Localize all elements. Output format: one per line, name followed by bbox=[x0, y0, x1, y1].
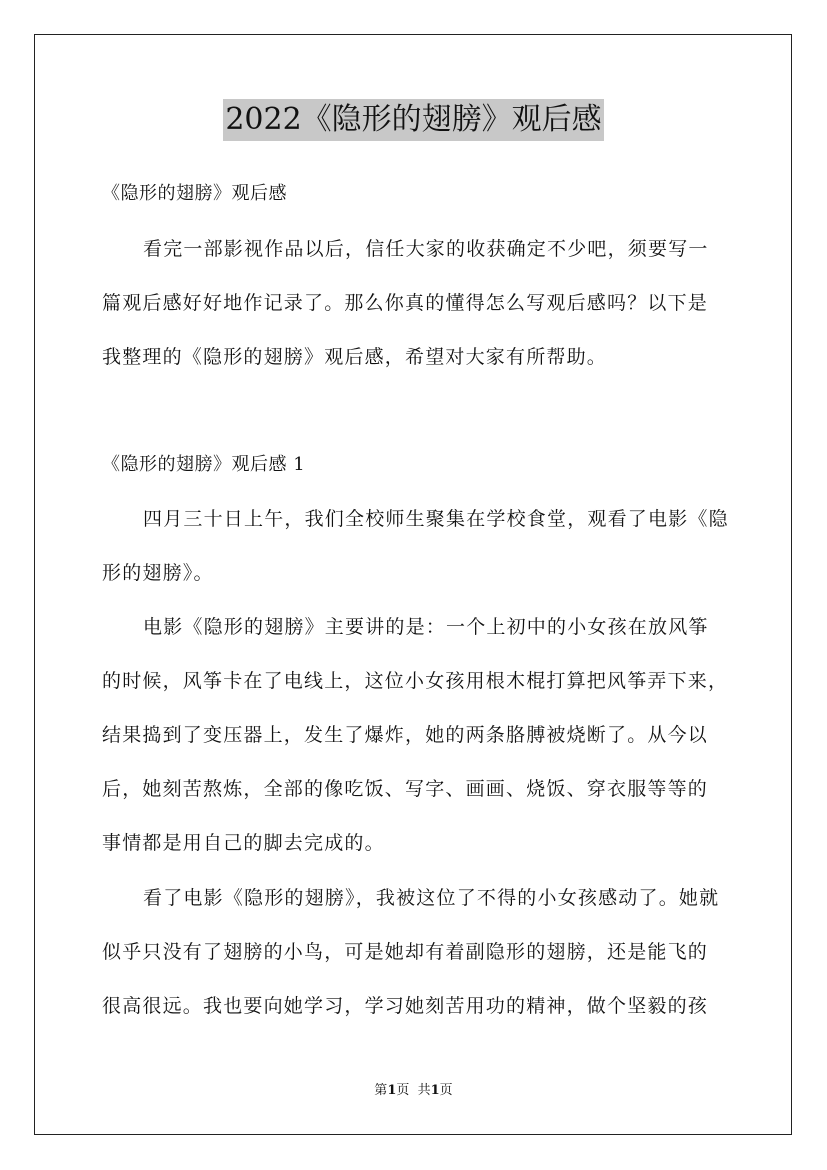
footer-mid: 页 共 bbox=[396, 1083, 431, 1098]
paragraph-line: 很高很远。我也要向她学习，学习她刻苦用功的精神，做个坚毅的孩 bbox=[102, 995, 709, 1017]
title-container bbox=[0, 99, 827, 141]
footer-page-total: 1 bbox=[430, 1083, 440, 1098]
footer-suffix: 页 bbox=[439, 1083, 453, 1098]
page-footer bbox=[0, 1082, 827, 1100]
paragraph-line: 结果捣到了变压器上，发生了爆炸，她的两条胳膊被烧断了。从今以 bbox=[102, 724, 709, 746]
paragraph-line: 我整理的《隐形的翅膀》观后感，希望对大家有所帮助。 bbox=[102, 346, 608, 368]
paragraph-line: 电影《隐形的翅膀》主要讲的是：一个上初中的小女孩在放风筝 bbox=[143, 616, 709, 638]
paragraph-line: 的时候，风筝卡在了电线上，这位小女孩用根木棍打算把风筝弄下来， bbox=[102, 670, 729, 692]
paragraph-line: 看了电影《隐形的翅膀》，我被这位了不得的小女孩感动了。她就 bbox=[143, 887, 720, 909]
paragraph-line: 事情都是用自己的脚去完成的。 bbox=[102, 832, 385, 854]
paragraph-line: 篇观后感好好地作记录了。那么你真的懂得怎么写观后感吗？以下是 bbox=[102, 292, 709, 314]
paragraph-line: 似乎只没有了翅膀的小鸟，可是她却有着副隐形的翅膀，还是能飞的 bbox=[102, 941, 709, 963]
paragraph-line: 看完一部影视作品以后，信任大家的收获确定不少吧，须要写一 bbox=[143, 238, 709, 260]
paragraph-line: 后，她刻苦熬炼，全部的像吃饭、写字、画画、烧饭、穿衣服等等的 bbox=[102, 778, 709, 800]
intro-heading: 《隐形的翅膀》观后感 bbox=[102, 183, 287, 204]
footer-prefix: 第 bbox=[374, 1083, 388, 1098]
paragraph-line: 形的翅膀》。 bbox=[102, 562, 214, 584]
section-heading: 《隐形的翅膀》观后感 1 bbox=[102, 454, 306, 475]
document-title: 2022《隐形的翅膀》观后感 bbox=[223, 99, 603, 141]
footer-page-number: 1 bbox=[387, 1083, 397, 1098]
paragraph-line: 四月三十日上午，我们全校师生聚集在学校食堂，观看了电影《隐 bbox=[143, 508, 729, 530]
